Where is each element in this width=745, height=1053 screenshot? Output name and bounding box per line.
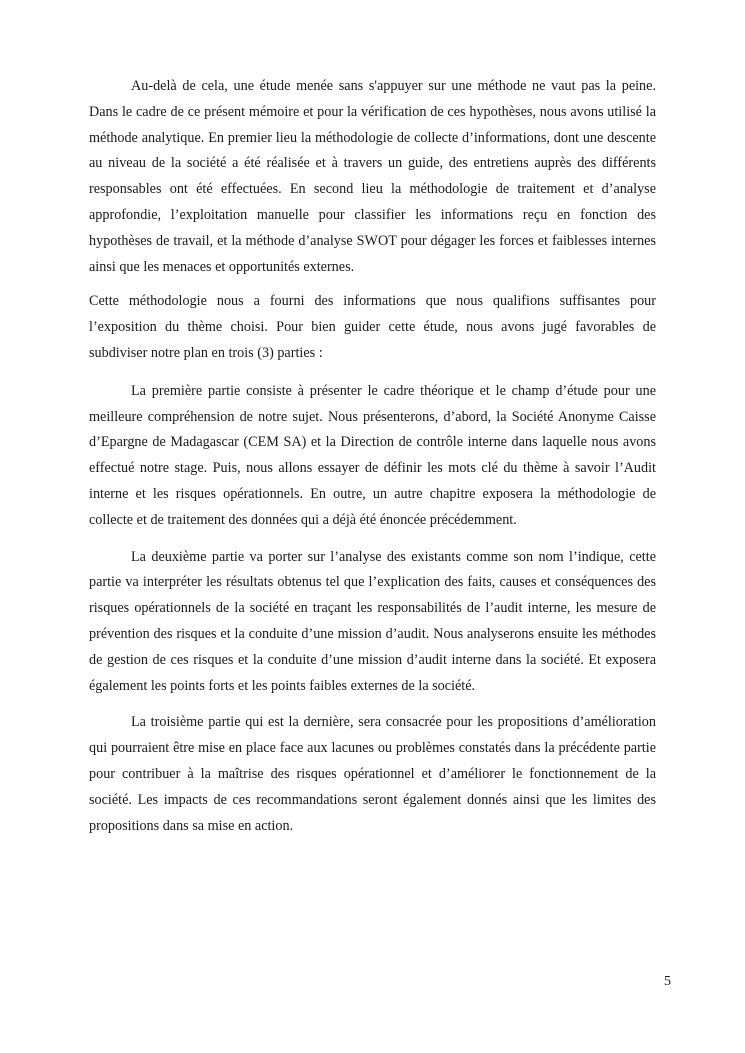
paragraph-methodology-intro: Au-delà de cela, une étude menée sans s'appuyer sur une méthode ne vaut pas la peine. Dans le cadre de ce présent mémoire et pour la vérification de ces hypothèses, nous avons utilisé la méthode analytique. En premier lieu la méthodologie de collecte d’informations, dont une descente au niveau de la société a été réalisée et à travers un guide, des entretiens auprès des différents responsables ont été effectuées. En second lieu la méthodologie de traitement et d’analyse approfondie, l’exploitation manuelle pour classifier les informations reçu en fonction des hypothèses de travail, et la méthode d’analyse SWOT pour dégager les forces et faiblesses internes ainsi que les menaces et opportunités externes. xyxy=(89,78,656,275)
body-text xyxy=(89,74,656,839)
page-number: 5 xyxy=(664,974,671,989)
paragraph-part-one: La première partie consiste à présenter le cadre théorique et le champ d’étude pour une meilleure compréhension de notre sujet. Nous présenterons, d’abord, la Société Anonyme Caisse d’Epargne de Madagascar (CEM SA) et la Direction de contrôle interne dans laquelle nous avons effectué notre stage. Puis, nous allons essayer de définir les mots clé du thème à savoir l’Audit interne et les risques opérationnels. En outre, un autre chapitre exposera la méthodologie de collecte et de traitement des données qui a déjà été énoncée précédemment. xyxy=(89,382,656,528)
paragraph-methodology-summary: Cette méthodologie nous a fourni des informations que nous qualifions suffisantes pour l’exposition du thème choisi. Pour bien guider cette étude, nous avons jugé favorables de subdiviser notre plan en trois (3) parties : xyxy=(89,293,656,361)
paragraph-part-three: La troisième partie qui est la dernière, sera consacrée pour les propositions d’amélioration qui pourraient être mise en place face aux lacunes ou problèmes constatés dans la précédente partie pour contribuer à la maîtrise des risques opérationnel et d’améliorer le fonctionnement de la société. Les impacts de ces recommandations seront également donnés ainsi que les limites des propositions dans sa mise en action. xyxy=(89,714,656,834)
paragraph-part-two: La deuxième partie va porter sur l’analyse des existants comme son nom l’indique, cette partie va interpréter les résultats obtenus tel que l’explication des faits, causes et conséquences des risques opérationnels de la société en traçant les responsabilités de l’audit interne, les mesure de prévention des risques et la conduite d’une mission d’audit. Nous analyserons ensuite les méthodes de gestion de ces risques et la conduite d’une mission d’audit interne dans la société. Et exposera également les points forts et les points faibles externes de la société. xyxy=(89,548,656,694)
